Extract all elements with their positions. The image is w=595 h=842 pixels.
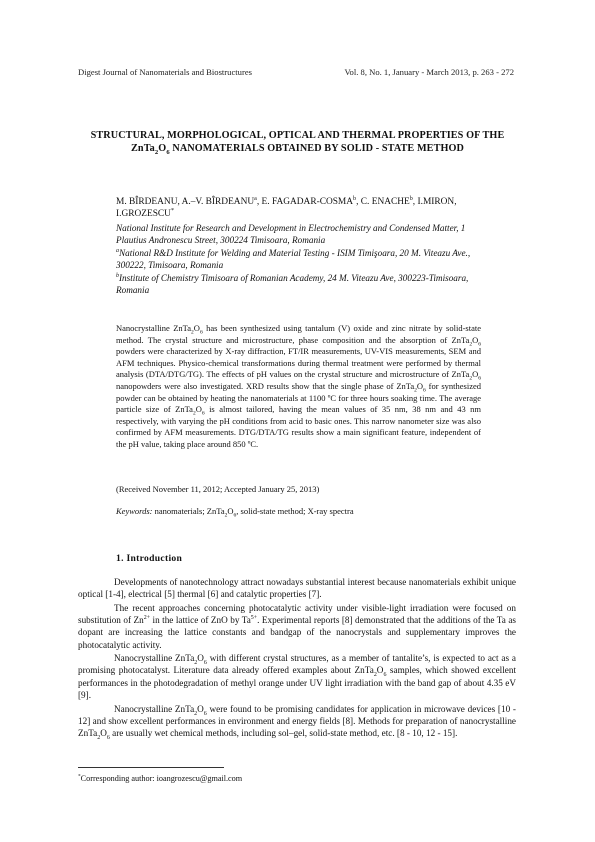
abstract: Nanocrystalline $ZnTa_2O_6$ has been synthesized using tantalum (V) oxide and zinc nitrate by solid-state method. The crystal structure and microstructure, phase composition and the absorption of $ZnTa_2O_6$ powders were characterized by X-ray diffraction, FT/IR measurements, UV-VIS measurements, SEM and AFM techniques. Physico-chemical transformations during thermal treatment were performed by thermal analysis (DTA/DTG/TG). The effects of pH values on the crystal structure and microstructure of $ZnTa_2O_6$ nanopowders were also investigated. XRD results show that the single phase of $ZnTa_2O_6$ for synthesized powder can be obtained by heating the nanomaterials at 1100 ºC for three hours soaking time. The average particle size of $ZnTa_2O_6$ is almost tailored, having the mean values of 35 nm, 38 nm and 43 nm respectively, with varying the pH conditions from acid to basic ones. This narrow nanometer size was also confirmed by AFM measurements. DTG/DTA/TG results show a main significant feature, independent of the pH value, taking place around 850 ºC. [116,323,482,449]
volume-info: Vol. 8, No. 1, January - March 2013, p. 263 - 272 [344,67,514,77]
footnote: *Corresponding author: ioangrozescu@gmail.com [78,773,243,783]
keywords [116,506,486,519]
affiliation-3: $^b$Institute of Chemistry Timisoara of Romanian Academy, 24 M. Viteazu Ave, 300223-Timisoara, Romania [116,272,469,296]
keywords-label: Keywords: [116,506,153,516]
section-heading: 1. Introduction [116,553,183,564]
journal-name: Digest Journal of Nanomaterials and Biostructures [78,67,252,77]
footnote-divider [78,767,224,768]
paragraph: Nanocrystalline $ZnTa_2O_6$ with different crystal structures, as a member of tantalite’s, is expected to act as a promising photocatalyst. Literature data already offered examples about $ZnTa_2O_6$ samples, which showed excellent performances in the photodegradation of methyl orange under UV light irradiation with the band gap of about 4.35 eV [9]. [78,653,516,701]
keywords-text: nanomaterials; $ZnTa_2O_6$, solid-state method; X-ray spectra [152,506,354,519]
paragraph: Developments of nanotechnology attract nowadays substantial interest because nanomaterials exhibit unique optical [1-4], electrical [5] thermal [6] and catalytic properties [7]. [78,577,516,600]
affiliation-1: National Institute for Research and Development in Electrochemistry and Condensed Matter, 1 Plautius Andronescu Street, 300224 Timisoara, Romania [116,223,466,246]
author-list: M. BÎRDEANU, A.–V. BÎRDEANU$^a$, E. FAGADAR-COSMA$^b$, C. ENACHE$^b$, I.MIRON, I.GROZESCU* [116,195,457,220]
received-dates: (Received November 11, 2012; Accepted January 25, 2013) [116,484,320,494]
paragraph: Nanocrystalline $ZnTa_2O_6$ were found to be promising candidates for application in microwave devices [10 - 12] and show excellent performances in environment and energy fields [8]. Methods for preparation of nanocrystalline $ZnTa_2O_6$ are usually wet chemical methods, including sol–gel, solid-state method, etc. [8 - 10, 12 - 15]. [78,703,516,741]
affiliation-2: $^a$National R&D Institute for Welding and Material Testing - ISIM Timişoara, 20 M. Viteazu Ave., 300222, Timisoara, Romania [116,247,471,271]
paragraph: The recent approaches concerning photocatalytic activity under visible-light irradiation were focused on substitution of $Zn^{2+}$ in the lattice of ZnO by $Ta^{5+}$. Experimental reports [8] demonstrated that the additions of the Ta as dopant are increasing the lattice constants and bandgap of the nanocrystals and supplementary improves the photocatalytic activity. [78,602,516,650]
paper-title: STRUCTURAL, MORPHOLOGICAL, OPTICAL AND THERMAL PROPERTIES OF THE $ZnTa_2O_6$ NANOMATERIALS OBTAINED BY SOLID - STATE METHOD [90,130,505,157]
body-text [78,576,516,741]
